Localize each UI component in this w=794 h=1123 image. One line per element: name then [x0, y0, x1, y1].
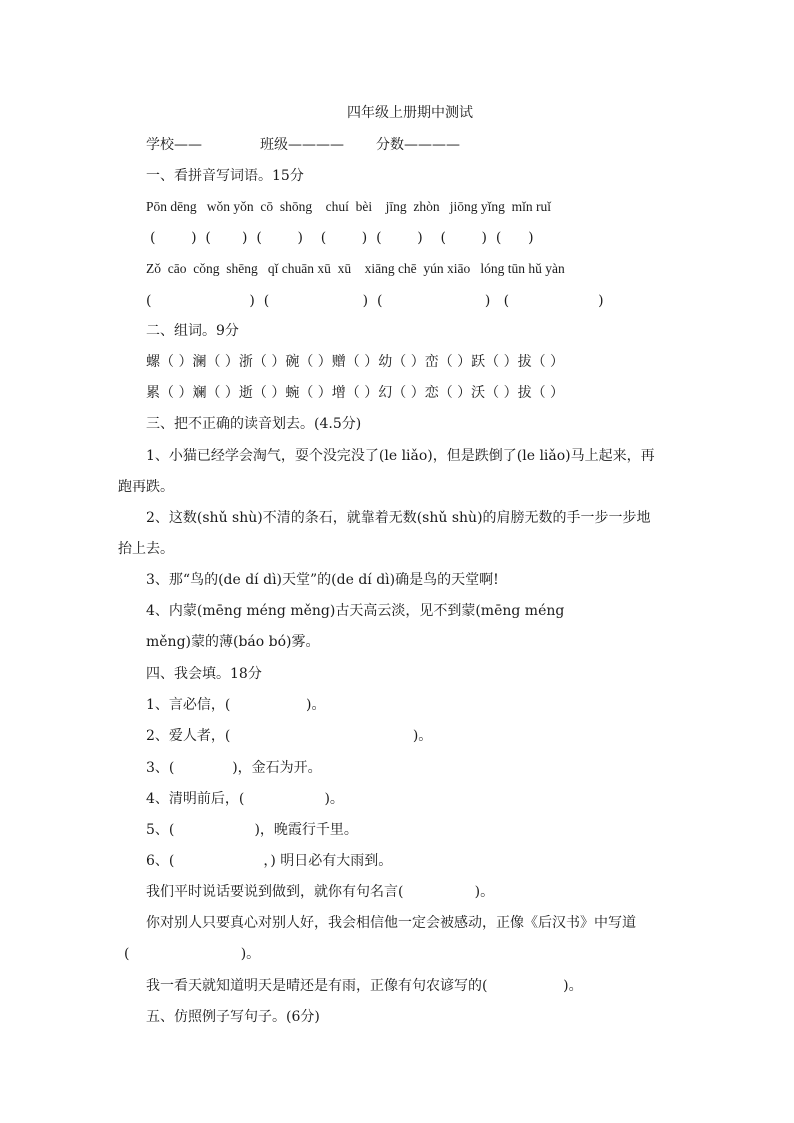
fill-paragraph-3: 我一看天就知道明天是晴还是有雨，正像有句农谚写的( )。 — [146, 978, 583, 994]
fill-paragraph-2-line-1: 你对别人只要真心对别人好，我会相信他一定会被感动，正像《后汉书》中写道 — [146, 915, 636, 931]
question-3-1-line-2: 跑再跌。 — [118, 479, 174, 495]
fill-4: 4、清明前后，( )。 — [146, 791, 344, 807]
question-3-4-line-2: měng)蒙的薄(báo bó)雾。 — [146, 634, 320, 650]
question-3-1-line-1: 1、小猫已经学会淘气，耍个没完没了(le liǎo)，但是跌倒了(le liǎo)马上起来，再 — [146, 448, 655, 464]
question-3-4-line-1: 4、内蒙(mēng méng měng)古天高云淡，见不到蒙(mēng méng — [146, 603, 565, 619]
fill-3: 3、( )，金石为开。 — [146, 760, 322, 776]
fill-1: 1、言必信，( )。 — [146, 697, 326, 713]
question-3-3: 3、那“鸟的(de dí dì)天堂”的(de dí dì)确是鸟的天堂啊! — [146, 572, 499, 588]
question-3-2-line-2: 抬上去。 — [118, 541, 174, 557]
fill-6: 6、( ，) 明日必有大雨到。 — [146, 853, 393, 869]
fill-paragraph-1: 我们平时说话要说到做到，就你有句名言( )。 — [146, 884, 495, 900]
pinyin-row-2: Zǒ cāo cǒng shēng qǐ chuān xū xū xiāng chē yún xiāo lóng tūn hǔ yàn — [146, 261, 565, 276]
section-2-heading: 二、组词。9分 — [146, 323, 239, 339]
section-5-heading: 五、仿照例子写句子。(6分) — [146, 1009, 320, 1025]
score-field: 分数———— — [376, 137, 460, 153]
section-1-heading: 一、看拼音写词语。15分 — [146, 168, 304, 184]
section-3-heading: 三、把不正确的读音划去。(4.5分) — [146, 416, 362, 432]
page-title: 四年级上册期中测试 — [347, 105, 473, 121]
word-row-2: 累（ ）斓（ ）逝（ ）蜿（ ）增（ ）幻（ ）恋（ ）沃（ ）拔（ ） — [146, 385, 565, 401]
school-field: 学校—— — [146, 137, 202, 153]
fill-5: 5、( )，晚霞行千里。 — [146, 822, 358, 838]
fill-paragraph-2-line-2: ( )。 — [124, 946, 261, 962]
word-row-1: 螺（ ）澜（ ）浙（ ）碗（ ）赠（ ）幼（ ）峦（ ）跃（ ）拔（ ） — [146, 354, 565, 370]
pinyin-row-1: Pōn dēng wǒn yǒn cō shōng chuí bèi jīng zhòn jiōng yǐng mǐn ruǐ — [146, 199, 551, 214]
fill-2: 2、爱人者，( )。 — [146, 728, 433, 744]
answer-blanks-row-2: ( ) ( ) ( ) ( ) — [146, 293, 604, 309]
class-field: 班级———— — [260, 137, 344, 153]
section-4-heading: 四、我会填。18分 — [146, 666, 262, 682]
answer-blanks-row-1: ( ) ( ) ( ) ( ) ( ) ( ) ( ) — [150, 230, 534, 246]
question-3-2-line-1: 2、这数(shǔ shù)不清的条石，就靠着无数(shǔ shù)的肩膀无数的手一步一步地 — [146, 510, 651, 526]
